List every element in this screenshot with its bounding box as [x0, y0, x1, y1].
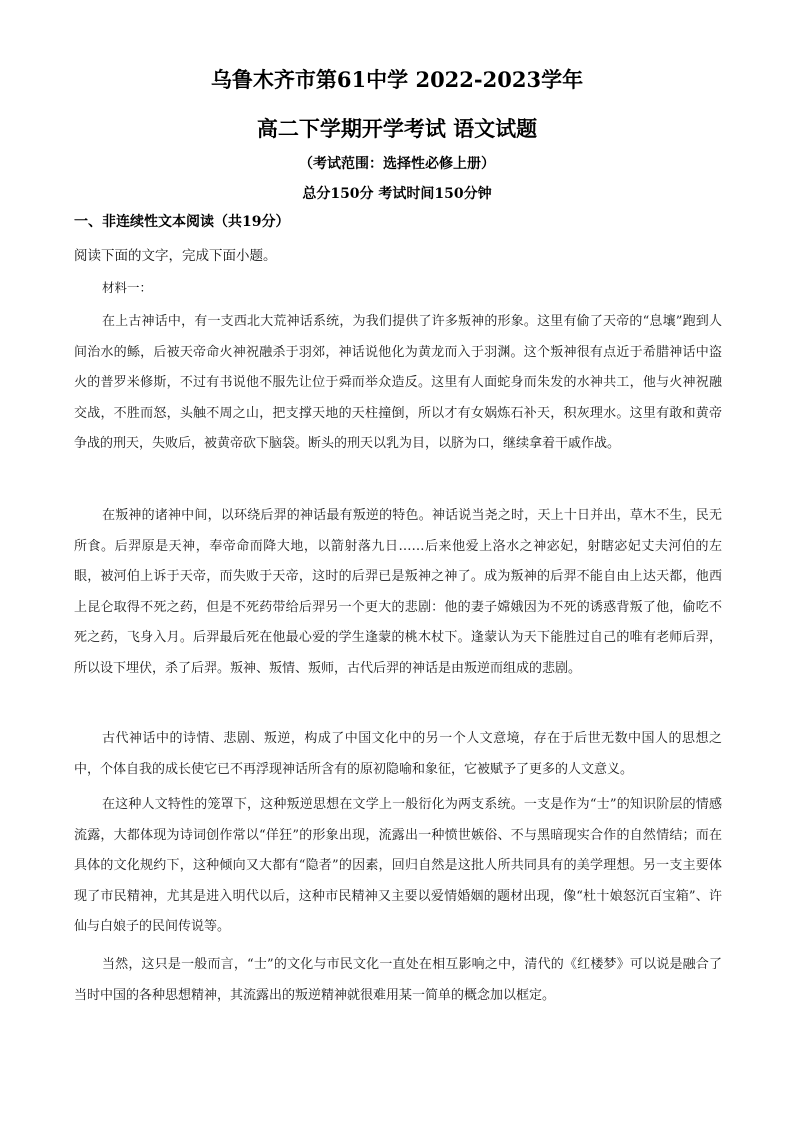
material-label: 材料一：	[102, 280, 153, 295]
paragraph-5: 当然，这只是一般而言，“士”的文化与市民文化一直处在相互影响之中，清代的《红楼梦》可以说是融合了当时中国的各种思想精神，其流露出的叛逆精神就很难用某一简单的概念加以框定。	[74, 957, 722, 1003]
reading-instruction: 阅读下面的文字，完成下面小题。	[74, 248, 277, 264]
paragraph-3: 古代神话中的诗情、悲剧、叛逆，构成了中国文化中的另一个人文意境，存在于后世无数中国人的思想之中，个体自我的成长使它已不再浮现神话所含有的原初隐喻和象征，它被赋予了更多的人文意义。	[74, 731, 722, 777]
exam-score-time: 总分150分 考试时间150分钟	[302, 186, 492, 202]
exam-title-line1: 乌鲁木齐市第61中学 2022-2023学年	[210, 67, 584, 92]
exam-scope: （考试范围：选择性必修上册）	[299, 156, 495, 172]
paragraph-4: 在这种人文特性的笼罩下，这种叛逆思想在文学上一般衍化为两支系统。一支是作为“士”的知识阶层的情感流露，大都体现为诗词创作常以“佯狂”的形象出现，流露出一种愤世嫉俗、不与黑暗现实合作的自然情结；而在具体的文化规约下，这种倾向又大都有“隐者”的因素，回归自然是这批人所共同具有的美学理想。另一支主要体现了市民精神，尤其是进入明代以后，这种市民精神又主要以爱情婚姻的题材出现，像“杜十娘怒沉百宝箱”、许仙与白娘子的民间传说等。	[74, 797, 722, 934]
paragraph-1: 在上古神话中，有一支西北大荒神话系统，为我们提供了许多叛神的形象。这里有偷了天帝的“息壤”跑到人间治水的鲧，后被天帝命火神祝融杀于羽郊，神话说他化为黄龙而入于羽渊。这个叛神很有点近于希腊神话中盗火的普罗米修斯，不过有书说他不服先让位于舜而举众造反。这里有人面蛇身而朱发的水神共工，他与火神祝融交战，不胜而怒，头触不周之山，把支撑天地的天柱撞倒，所以才有女娲炼石补天，积灰理水。这里有敢和黄帝争战的刑天，失败后，被黄帝砍下脑袋。断头的刑天以乳为目，以脐为口，继续拿着干戚作战。	[74, 314, 722, 451]
paragraph-2: 在叛神的诸神中间，以环绕后羿的神话最有叛逆的特色。神话说当尧之时，天上十日并出，草木不生，民无所食。后羿原是天神，奉帝命而降大地，以箭射落九日……后来他爱上洛水之神宓妃，射瞎宓妃丈夫河伯的左眼，被河伯上诉于天帝，而失败于天帝，这时的后羿已是叛神之神了。成为叛神的后羿不能自由上达天都，他西上昆仑取得不死之药，但是不死药带给后羿另一个更大的悲剧：他的妻子嫦娥因为不死的诱惑背叛了他，偷吃不死之药，飞身入月。后羿最后死在他最心爱的学生逢蒙的桃木杖下。逢蒙认为天下能胜过自己的唯有老师后羿，所以设下埋伏，杀了后羿。叛神、叛情、叛师，古代后羿的神话是由叛逆而组成的悲剧。	[74, 508, 722, 676]
exam-title-line2: 高二下学期开学考试 语文试题	[256, 116, 538, 141]
section-heading: 一、非连续性文本阅读（共19分）	[74, 214, 290, 230]
